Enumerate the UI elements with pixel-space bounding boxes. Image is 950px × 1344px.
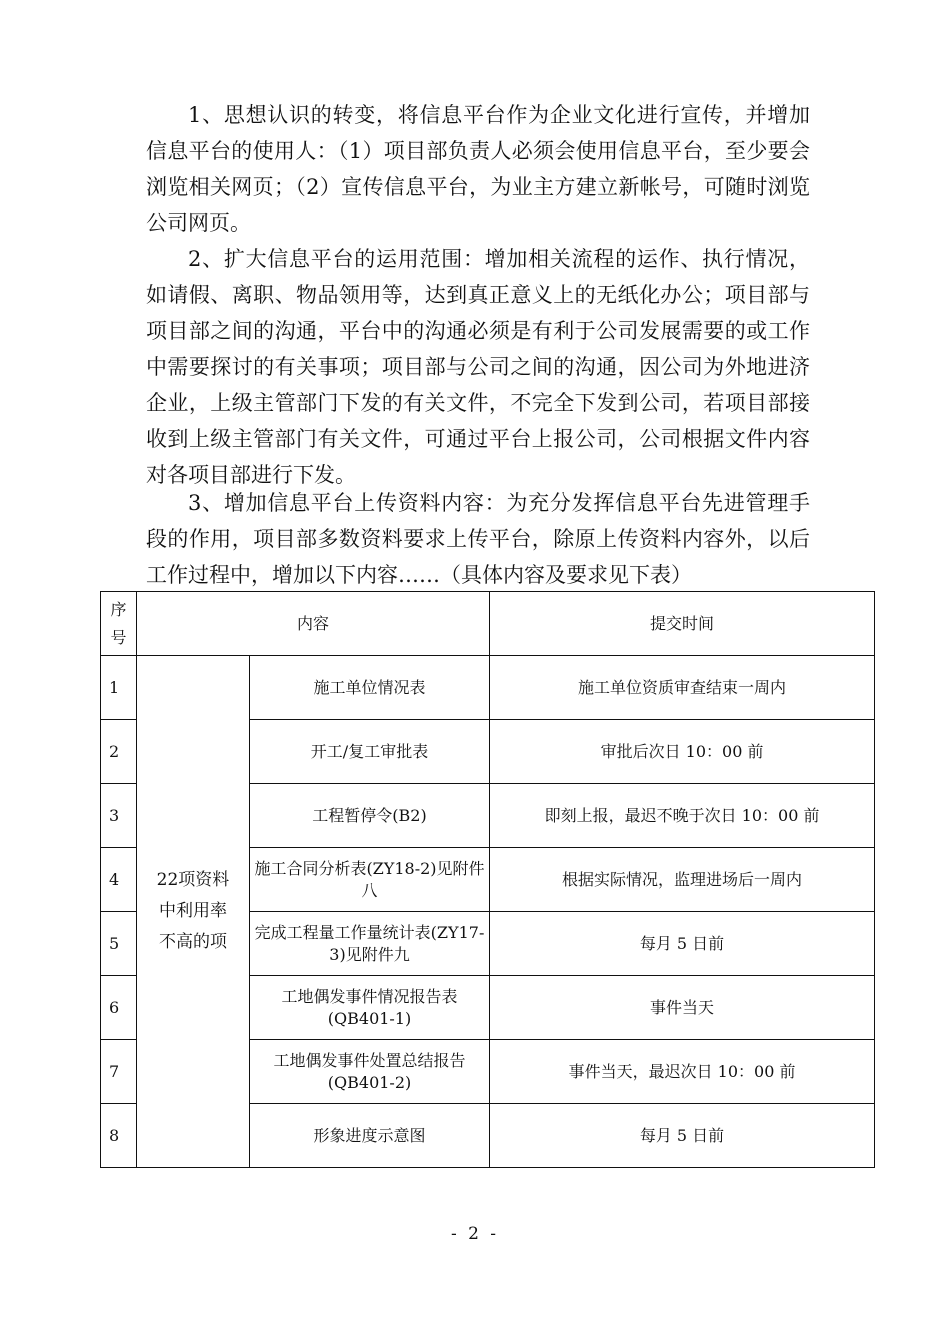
paragraph-2: 2、扩大信息平台的运用范围：增加相关流程的运作、执行情况，如请假、离职、物品领用等，达到真正意义上的无纸化办公；项目部与项目部之间的沟通，平台中的沟通必须是有利于公司发展需要的或工作中需要探讨的有关事项；项目部与公司之间的沟通，因公司为外地进济企业，上级主管部门下发的有关文件，不完全下发到公司，若项目部接收到上级主管部门有关文件，可通过平台上报公司，公司根据文件内容对各项目部进行下发。 [146, 247, 810, 487]
page-number: - 2 - [450, 1224, 500, 1244]
row-time: 施工单位资质审查结束一周内 [490, 656, 875, 720]
row-number: 4 [101, 848, 137, 912]
row-time: 根据实际情况，监理进场后一周内 [490, 848, 875, 912]
row-number: 6 [101, 976, 137, 1040]
header-content: 内容 [137, 592, 490, 656]
paragraph-1: 1、思想认识的转变，将信息平台作为企业文化进行宣传，并增加信息平台的使用人：（1）项目部负责人必须会使用信息平台，至少要会浏览相关网页；（2）宣传信息平台，为业主方建立新帐号，可随时浏览公司网页。 [146, 103, 810, 235]
row-time: 每月 5 日前 [490, 1104, 875, 1168]
row-number: 5 [101, 912, 137, 976]
row-item: 施工合同分析表(ZY18-2)见附件八 [250, 848, 490, 912]
table-row [101, 656, 875, 720]
row-item: 开工/复工审批表 [250, 720, 490, 784]
row-item: 形象进度示意图 [250, 1104, 490, 1168]
row-time: 事件当天，最迟次日 10：00 前 [490, 1040, 875, 1104]
row-number: 1 [101, 656, 137, 720]
row-number: 8 [101, 1104, 137, 1168]
row-item: 完成工程量工作量统计表(ZY17-3)见附件九 [250, 912, 490, 976]
row-number: 3 [101, 784, 137, 848]
header-no: 序号 [101, 592, 137, 656]
row-time: 每月 5 日前 [490, 912, 875, 976]
row-item: 工地偶发事件处置总结报告(QB401-2) [250, 1040, 490, 1104]
row-item: 施工单位情况表 [250, 656, 490, 720]
row-number: 2 [101, 720, 137, 784]
row-item: 工程暂停令(B2) [250, 784, 490, 848]
row-number: 7 [101, 1040, 137, 1104]
row-time: 即刻上报，最迟不晚于次日 10：00 前 [490, 784, 875, 848]
header-time: 提交时间 [490, 592, 875, 656]
table-header-row [101, 592, 875, 656]
row-time: 事件当天 [490, 976, 875, 1040]
row-item: 工地偶发事件情况报告表(QB401-1) [250, 976, 490, 1040]
paragraph-3: 3、增加信息平台上传资料内容：为充分发挥信息平台先进管理手段的作用，项目部多数资料要求上传平台，除原上传资料内容外，以后工作过程中，增加以下内容……（具体内容及要求见下表） [146, 491, 810, 587]
submission-table [100, 591, 875, 1168]
group-label: 22项资料中利用率不高的项 [137, 656, 250, 1168]
row-time: 审批后次日 10：00 前 [490, 720, 875, 784]
